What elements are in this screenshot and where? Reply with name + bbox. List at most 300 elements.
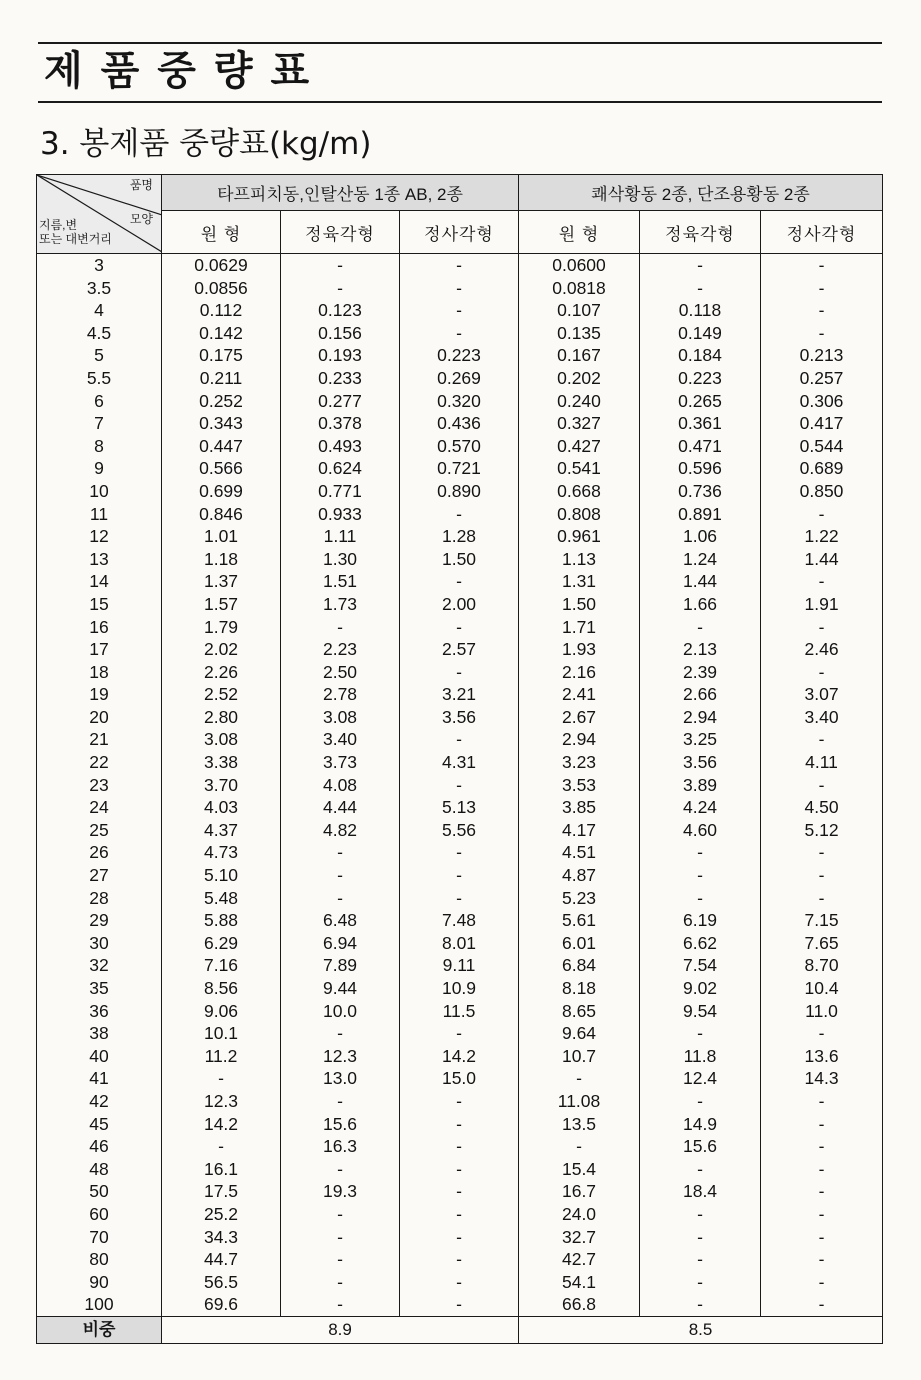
weight-cell: - bbox=[281, 1248, 400, 1271]
weight-cell: - bbox=[761, 616, 883, 639]
table-row bbox=[37, 525, 883, 548]
weight-cell: 0.269 bbox=[400, 367, 519, 390]
weight-cell: 0.361 bbox=[640, 412, 761, 435]
weight-cell: 18.4 bbox=[640, 1180, 761, 1203]
weight-cell: 14.9 bbox=[640, 1113, 761, 1136]
weight-cell: 0.107 bbox=[519, 299, 640, 322]
weight-cell: 1.37 bbox=[162, 570, 281, 593]
weight-cell: 0.142 bbox=[162, 322, 281, 345]
weight-cell: 8.56 bbox=[162, 977, 281, 1000]
weight-cell: 0.0856 bbox=[162, 277, 281, 300]
weight-cell: 6.01 bbox=[519, 932, 640, 955]
weight-cell: 4.50 bbox=[761, 796, 883, 819]
specific-gravity-value: 8.9 bbox=[162, 1316, 519, 1343]
weight-cell: - bbox=[761, 1158, 883, 1181]
weight-cell: - bbox=[640, 841, 761, 864]
weight-cell: 0.566 bbox=[162, 457, 281, 480]
size-cell: 16 bbox=[37, 616, 162, 639]
weight-cell: 0.167 bbox=[519, 344, 640, 367]
shape-header: 원 형 bbox=[519, 211, 640, 254]
size-cell: 42 bbox=[37, 1090, 162, 1113]
corner-size-label-2: 또는 대변거리 bbox=[39, 232, 112, 246]
weight-cell: - bbox=[400, 864, 519, 887]
page-title: 제품중량표 bbox=[44, 48, 328, 94]
weight-cell: 0.277 bbox=[281, 390, 400, 413]
size-cell: 25 bbox=[37, 819, 162, 842]
size-cell: 35 bbox=[37, 977, 162, 1000]
weight-cell: - bbox=[761, 774, 883, 797]
weight-cell: 0.570 bbox=[400, 435, 519, 458]
weight-cell: 0.223 bbox=[640, 367, 761, 390]
weight-cell: - bbox=[281, 1158, 400, 1181]
weight-cell: 11.5 bbox=[400, 1000, 519, 1023]
size-cell: 5.5 bbox=[37, 367, 162, 390]
weight-cell: - bbox=[400, 254, 519, 277]
weight-cell: 0.123 bbox=[281, 299, 400, 322]
size-cell: 4.5 bbox=[37, 322, 162, 345]
weight-cell: - bbox=[400, 322, 519, 345]
weight-cell: 3.38 bbox=[162, 751, 281, 774]
weight-cell: 11.0 bbox=[761, 1000, 883, 1023]
weight-cell: - bbox=[400, 1158, 519, 1181]
weight-cell: 4.44 bbox=[281, 796, 400, 819]
weight-cell: 0.257 bbox=[761, 367, 883, 390]
weight-cell: 8.18 bbox=[519, 977, 640, 1000]
shape-header: 정사각형 bbox=[400, 211, 519, 254]
weight-cell: 1.79 bbox=[162, 616, 281, 639]
weight-cell: - bbox=[400, 1226, 519, 1249]
table-row bbox=[37, 367, 883, 390]
weight-cell: 9.11 bbox=[400, 954, 519, 977]
size-cell: 48 bbox=[37, 1158, 162, 1181]
weight-cell: - bbox=[400, 887, 519, 910]
table-row bbox=[37, 728, 883, 751]
table-row bbox=[37, 254, 883, 277]
weight-cell: - bbox=[400, 841, 519, 864]
weight-cell: 3.56 bbox=[640, 751, 761, 774]
weight-cell: 1.06 bbox=[640, 525, 761, 548]
table-row bbox=[37, 503, 883, 526]
weight-cell: - bbox=[761, 570, 883, 593]
weight-cell: - bbox=[281, 1293, 400, 1316]
weight-cell: 44.7 bbox=[162, 1248, 281, 1271]
weight-cell: - bbox=[400, 661, 519, 684]
weight-cell: 1.51 bbox=[281, 570, 400, 593]
table-row bbox=[37, 344, 883, 367]
weight-cell: 1.01 bbox=[162, 525, 281, 548]
weight-cell: - bbox=[400, 1248, 519, 1271]
size-cell: 12 bbox=[37, 525, 162, 548]
weight-cell: 0.850 bbox=[761, 480, 883, 503]
weight-cell: 0.427 bbox=[519, 435, 640, 458]
size-cell: 23 bbox=[37, 774, 162, 797]
weight-cell: 0.961 bbox=[519, 525, 640, 548]
weight-cell: - bbox=[640, 1022, 761, 1045]
size-cell: 45 bbox=[37, 1113, 162, 1136]
table-row bbox=[37, 1022, 883, 1045]
weight-cell: 1.11 bbox=[281, 525, 400, 548]
size-cell: 8 bbox=[37, 435, 162, 458]
weight-cell: 2.23 bbox=[281, 638, 400, 661]
weight-cell: 4.31 bbox=[400, 751, 519, 774]
table-row bbox=[37, 277, 883, 300]
weight-cell: 1.73 bbox=[281, 593, 400, 616]
weight-cell: 3.53 bbox=[519, 774, 640, 797]
weight-cell: - bbox=[761, 841, 883, 864]
weight-cell: 0.721 bbox=[400, 457, 519, 480]
weight-cell: 3.08 bbox=[162, 728, 281, 751]
table-row bbox=[37, 390, 883, 413]
weight-cell: 6.19 bbox=[640, 909, 761, 932]
weight-cell: - bbox=[400, 277, 519, 300]
weight-cell: - bbox=[640, 1293, 761, 1316]
weight-cell: 7.89 bbox=[281, 954, 400, 977]
weight-cell: 10.4 bbox=[761, 977, 883, 1000]
size-cell: 46 bbox=[37, 1135, 162, 1158]
weight-cell: 0.596 bbox=[640, 457, 761, 480]
size-cell: 40 bbox=[37, 1045, 162, 1068]
size-cell: 10 bbox=[37, 480, 162, 503]
weight-cell: - bbox=[281, 864, 400, 887]
group-header: 타프피치동,인탈산동 1종 AB, 2종 bbox=[162, 175, 519, 211]
weight-cell: 9.54 bbox=[640, 1000, 761, 1023]
weight-cell: 1.57 bbox=[162, 593, 281, 616]
size-cell: 18 bbox=[37, 661, 162, 684]
size-cell: 60 bbox=[37, 1203, 162, 1226]
shape-header: 원 형 bbox=[162, 211, 281, 254]
weight-cell: 1.93 bbox=[519, 638, 640, 661]
weight-cell: 4.87 bbox=[519, 864, 640, 887]
weight-cell: 5.56 bbox=[400, 819, 519, 842]
weight-cell: 15.6 bbox=[281, 1113, 400, 1136]
weight-cell: 9.06 bbox=[162, 1000, 281, 1023]
table-row bbox=[37, 932, 883, 955]
weight-cell: 10.1 bbox=[162, 1022, 281, 1045]
table-row bbox=[37, 1135, 883, 1158]
weight-cell: 2.41 bbox=[519, 683, 640, 706]
weight-cell: 0.135 bbox=[519, 322, 640, 345]
table-row bbox=[37, 322, 883, 345]
weight-cell: 1.71 bbox=[519, 616, 640, 639]
table-row bbox=[37, 887, 883, 910]
weight-cell: 4.37 bbox=[162, 819, 281, 842]
weight-cell: 7.16 bbox=[162, 954, 281, 977]
size-cell: 3 bbox=[37, 254, 162, 277]
weight-cell: - bbox=[400, 1113, 519, 1136]
weight-cell: - bbox=[761, 1248, 883, 1271]
weight-cell: 3.08 bbox=[281, 706, 400, 729]
weight-cell: 0.202 bbox=[519, 367, 640, 390]
table-row bbox=[37, 570, 883, 593]
size-cell: 90 bbox=[37, 1271, 162, 1294]
weight-cell: - bbox=[640, 1226, 761, 1249]
weight-cell: - bbox=[761, 1203, 883, 1226]
weight-cell: 2.13 bbox=[640, 638, 761, 661]
size-cell: 14 bbox=[37, 570, 162, 593]
weight-cell: 2.50 bbox=[281, 661, 400, 684]
weight-cell: 1.13 bbox=[519, 548, 640, 571]
weight-cell: - bbox=[761, 864, 883, 887]
weight-cell: 0.175 bbox=[162, 344, 281, 367]
weight-cell: 2.80 bbox=[162, 706, 281, 729]
weight-cell: - bbox=[400, 299, 519, 322]
weight-cell: 8.01 bbox=[400, 932, 519, 955]
weight-cell: - bbox=[281, 1090, 400, 1113]
table-row bbox=[37, 1090, 883, 1113]
weight-cell: 3.40 bbox=[761, 706, 883, 729]
weight-cell: - bbox=[400, 1022, 519, 1045]
weight-cell: - bbox=[761, 1113, 883, 1136]
weight-cell: 1.22 bbox=[761, 525, 883, 548]
weight-cell: 0.306 bbox=[761, 390, 883, 413]
weight-cell: 0.436 bbox=[400, 412, 519, 435]
weight-cell: 4.60 bbox=[640, 819, 761, 842]
weight-cell: 2.57 bbox=[400, 638, 519, 661]
size-cell: 36 bbox=[37, 1000, 162, 1023]
table-body bbox=[37, 254, 883, 1317]
weight-cell: 2.52 bbox=[162, 683, 281, 706]
table-row bbox=[37, 661, 883, 684]
weight-cell: 0.211 bbox=[162, 367, 281, 390]
weight-cell: 4.24 bbox=[640, 796, 761, 819]
weight-cell: - bbox=[640, 1248, 761, 1271]
weight-cell: - bbox=[162, 1067, 281, 1090]
weight-cell: 10.7 bbox=[519, 1045, 640, 1068]
weight-cell: - bbox=[761, 503, 883, 526]
weight-cell: 1.66 bbox=[640, 593, 761, 616]
weight-cell: 3.21 bbox=[400, 683, 519, 706]
weight-cell: 1.24 bbox=[640, 548, 761, 571]
weight-cell: 3.23 bbox=[519, 751, 640, 774]
weight-cell: 3.56 bbox=[400, 706, 519, 729]
weight-cell: - bbox=[640, 887, 761, 910]
weight-cell: 17.5 bbox=[162, 1180, 281, 1203]
weight-cell: - bbox=[761, 1226, 883, 1249]
weight-cell: 3.40 bbox=[281, 728, 400, 751]
size-cell: 21 bbox=[37, 728, 162, 751]
weight-cell: - bbox=[640, 1090, 761, 1113]
table-row bbox=[37, 864, 883, 887]
weight-cell: 1.44 bbox=[761, 548, 883, 571]
weight-cell: 10.0 bbox=[281, 1000, 400, 1023]
weight-cell: - bbox=[281, 616, 400, 639]
weight-cell: 0.265 bbox=[640, 390, 761, 413]
table-row bbox=[37, 435, 883, 458]
weight-cell: - bbox=[519, 1135, 640, 1158]
weight-cell: 54.1 bbox=[519, 1271, 640, 1294]
weight-cell: 0.149 bbox=[640, 322, 761, 345]
size-cell: 30 bbox=[37, 932, 162, 955]
weight-cell: 15.0 bbox=[400, 1067, 519, 1090]
weight-cell: 0.320 bbox=[400, 390, 519, 413]
size-cell: 6 bbox=[37, 390, 162, 413]
size-cell: 13 bbox=[37, 548, 162, 571]
weight-cell: 3.70 bbox=[162, 774, 281, 797]
weight-cell: 0.544 bbox=[761, 435, 883, 458]
size-cell: 9 bbox=[37, 457, 162, 480]
weight-cell: 0.493 bbox=[281, 435, 400, 458]
weight-cell: 2.94 bbox=[640, 706, 761, 729]
size-cell: 50 bbox=[37, 1180, 162, 1203]
weight-cell: 25.2 bbox=[162, 1203, 281, 1226]
weight-cell: - bbox=[281, 841, 400, 864]
size-cell: 38 bbox=[37, 1022, 162, 1045]
weight-cell: 5.12 bbox=[761, 819, 883, 842]
table-row bbox=[37, 1293, 883, 1316]
weight-cell: - bbox=[400, 570, 519, 593]
table-row bbox=[37, 683, 883, 706]
weight-cell: - bbox=[281, 1203, 400, 1226]
weight-cell: 0.771 bbox=[281, 480, 400, 503]
weight-cell: 15.6 bbox=[640, 1135, 761, 1158]
weight-cell: - bbox=[640, 1203, 761, 1226]
weight-cell: 1.44 bbox=[640, 570, 761, 593]
weight-cell: 0.112 bbox=[162, 299, 281, 322]
size-cell: 3.5 bbox=[37, 277, 162, 300]
weight-cell: 0.471 bbox=[640, 435, 761, 458]
weight-cell: - bbox=[761, 728, 883, 751]
weight-cell: 0.890 bbox=[400, 480, 519, 503]
weight-cell: 0.184 bbox=[640, 344, 761, 367]
weight-cell: - bbox=[761, 1135, 883, 1158]
weight-cell: 2.78 bbox=[281, 683, 400, 706]
weight-cell: 0.0629 bbox=[162, 254, 281, 277]
weight-cell: - bbox=[761, 1180, 883, 1203]
weight-cell: - bbox=[400, 503, 519, 526]
weight-cell: 12.4 bbox=[640, 1067, 761, 1090]
weight-cell: - bbox=[761, 299, 883, 322]
weight-cell: - bbox=[281, 1271, 400, 1294]
weight-cell: - bbox=[761, 887, 883, 910]
weight-cell: 16.3 bbox=[281, 1135, 400, 1158]
weight-cell: - bbox=[761, 1022, 883, 1045]
weight-cell: 15.4 bbox=[519, 1158, 640, 1181]
weight-cell: - bbox=[640, 1271, 761, 1294]
table-row bbox=[37, 638, 883, 661]
weight-cell: 2.46 bbox=[761, 638, 883, 661]
weight-cell: 0.0818 bbox=[519, 277, 640, 300]
weight-cell: - bbox=[162, 1135, 281, 1158]
specific-gravity-label: 비중 bbox=[37, 1316, 162, 1343]
weight-cell: 5.13 bbox=[400, 796, 519, 819]
size-cell: 22 bbox=[37, 751, 162, 774]
corner-product-label: 품명 bbox=[129, 178, 153, 192]
weight-cell: 3.85 bbox=[519, 796, 640, 819]
size-cell: 100 bbox=[37, 1293, 162, 1316]
table-row bbox=[37, 1067, 883, 1090]
weight-cell: 0.0600 bbox=[519, 254, 640, 277]
weight-cell: 2.00 bbox=[400, 593, 519, 616]
table-row bbox=[37, 457, 883, 480]
size-cell: 4 bbox=[37, 299, 162, 322]
table-row bbox=[37, 1271, 883, 1294]
weight-cell: - bbox=[640, 616, 761, 639]
weight-cell: 14.2 bbox=[162, 1113, 281, 1136]
weight-cell: 2.66 bbox=[640, 683, 761, 706]
weight-cell: 4.17 bbox=[519, 819, 640, 842]
weight-cell: 4.73 bbox=[162, 841, 281, 864]
weight-cell: 14.2 bbox=[400, 1045, 519, 1068]
weight-cell: - bbox=[281, 254, 400, 277]
weight-cell: 2.94 bbox=[519, 728, 640, 751]
weight-cell: 0.327 bbox=[519, 412, 640, 435]
weight-cell: - bbox=[761, 254, 883, 277]
weight-cell: 0.624 bbox=[281, 457, 400, 480]
weight-cell: 3.07 bbox=[761, 683, 883, 706]
weight-cell: 0.447 bbox=[162, 435, 281, 458]
weight-cell: - bbox=[761, 1090, 883, 1113]
size-cell: 15 bbox=[37, 593, 162, 616]
table-row bbox=[37, 1000, 883, 1023]
weight-cell: 9.64 bbox=[519, 1022, 640, 1045]
weight-cell: 14.3 bbox=[761, 1067, 883, 1090]
weight-cell: - bbox=[640, 277, 761, 300]
weight-cell: 0.736 bbox=[640, 480, 761, 503]
header-rule-bottom bbox=[38, 101, 882, 103]
weight-cell: - bbox=[281, 887, 400, 910]
weight-cell: 16.1 bbox=[162, 1158, 281, 1181]
weight-cell: 12.3 bbox=[281, 1045, 400, 1068]
weight-cell: - bbox=[761, 1271, 883, 1294]
weight-cell: - bbox=[640, 1158, 761, 1181]
table-row bbox=[37, 616, 883, 639]
weight-cell: 4.11 bbox=[761, 751, 883, 774]
size-cell: 19 bbox=[37, 683, 162, 706]
table-row bbox=[37, 909, 883, 932]
weight-cell: 13.0 bbox=[281, 1067, 400, 1090]
weight-cell: 0.699 bbox=[162, 480, 281, 503]
weight-cell: 2.26 bbox=[162, 661, 281, 684]
table-row bbox=[37, 706, 883, 729]
shape-header: 정사각형 bbox=[761, 211, 883, 254]
size-cell: 70 bbox=[37, 1226, 162, 1249]
weight-cell: 1.18 bbox=[162, 548, 281, 571]
table-row bbox=[37, 548, 883, 571]
size-cell: 80 bbox=[37, 1248, 162, 1271]
size-cell: 17 bbox=[37, 638, 162, 661]
weight-cell: 1.50 bbox=[519, 593, 640, 616]
table-row bbox=[37, 299, 883, 322]
weight-cell: 3.25 bbox=[640, 728, 761, 751]
table-row bbox=[37, 412, 883, 435]
weight-cell: 0.846 bbox=[162, 503, 281, 526]
weight-cell: 42.7 bbox=[519, 1248, 640, 1271]
weight-cell: - bbox=[400, 1293, 519, 1316]
weight-cell: 19.3 bbox=[281, 1180, 400, 1203]
table-row bbox=[37, 977, 883, 1000]
weight-cell: 0.156 bbox=[281, 322, 400, 345]
weight-cell: 69.6 bbox=[162, 1293, 281, 1316]
size-cell: 7 bbox=[37, 412, 162, 435]
weight-cell: 4.51 bbox=[519, 841, 640, 864]
size-cell: 41 bbox=[37, 1067, 162, 1090]
weight-cell: 6.29 bbox=[162, 932, 281, 955]
weight-cell: 0.343 bbox=[162, 412, 281, 435]
weight-cell: 6.94 bbox=[281, 932, 400, 955]
weight-cell: 13.5 bbox=[519, 1113, 640, 1136]
corner-shape-label: 모양 bbox=[129, 212, 153, 226]
weight-cell: - bbox=[519, 1067, 640, 1090]
section-title: 3. 봉제품 중량표(kg/m) bbox=[40, 126, 372, 162]
weight-cell: 7.15 bbox=[761, 909, 883, 932]
weight-cell: 13.6 bbox=[761, 1045, 883, 1068]
size-cell: 5 bbox=[37, 344, 162, 367]
weight-cell: 6.62 bbox=[640, 932, 761, 955]
weight-cell: - bbox=[400, 728, 519, 751]
weight-cell: 11.8 bbox=[640, 1045, 761, 1068]
weight-cell: 2.02 bbox=[162, 638, 281, 661]
weight-cell: 0.933 bbox=[281, 503, 400, 526]
